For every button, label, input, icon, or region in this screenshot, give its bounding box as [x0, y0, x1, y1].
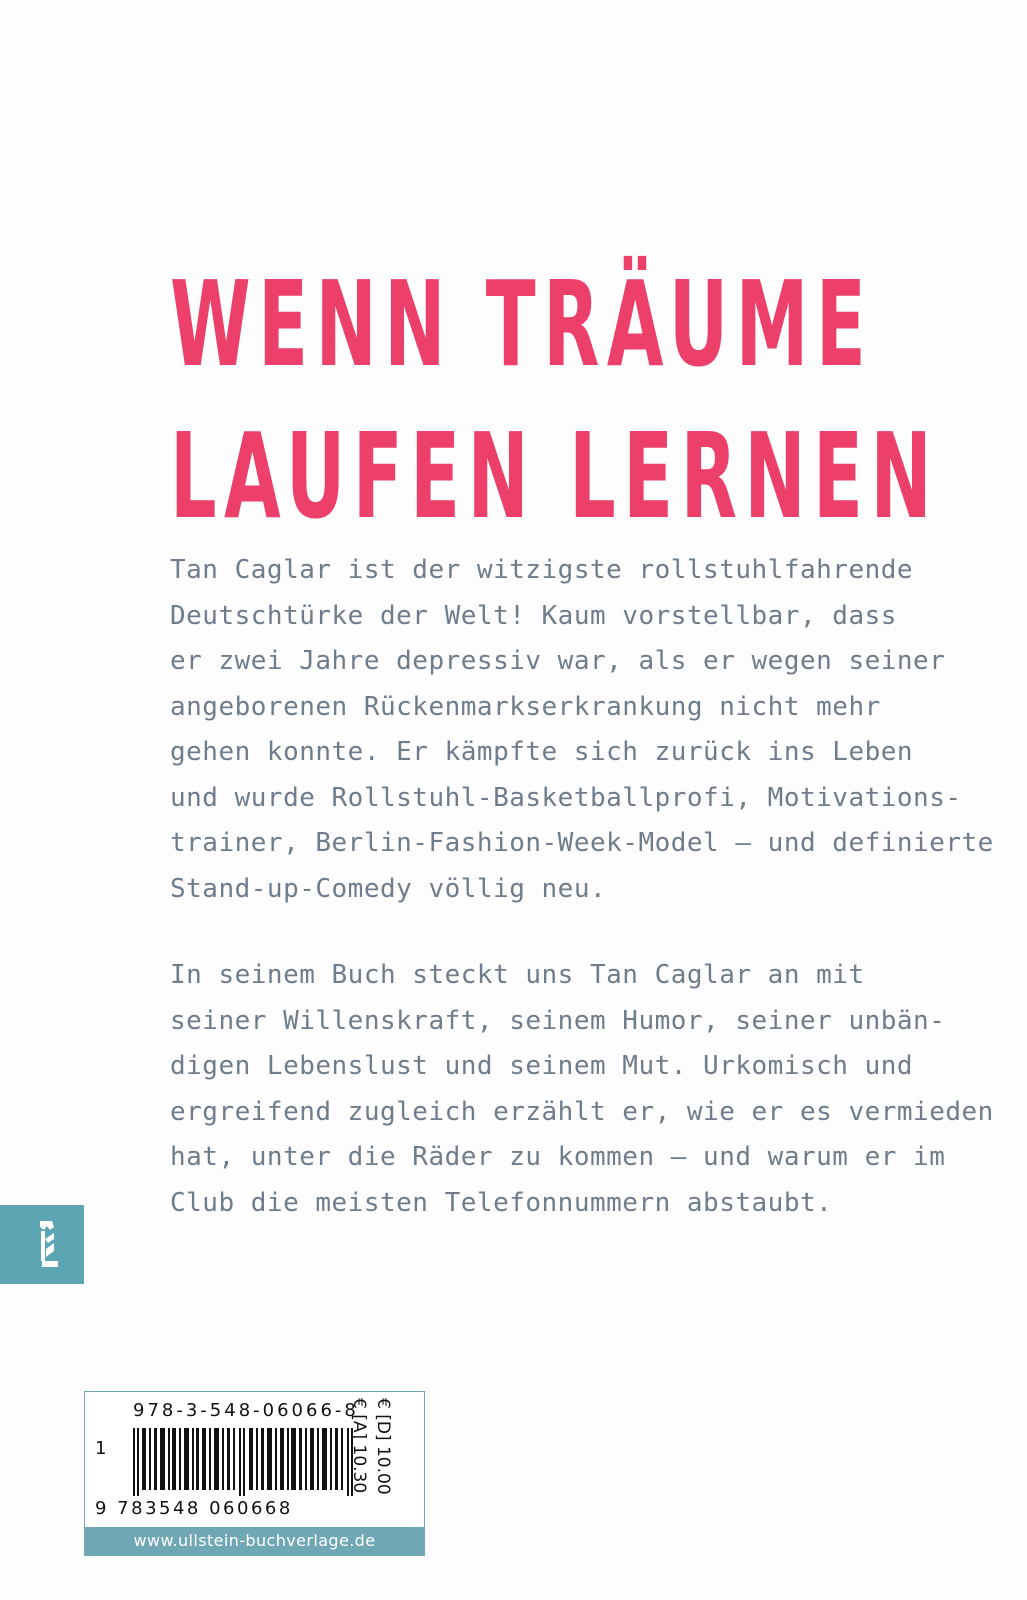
blurb-line: Stand-up-Comedy völlig neu. [170, 873, 607, 904]
blurb-line: und wurde Rollstuhl-Basketballprofi, Motivations- [170, 782, 962, 813]
owl-logo-icon [0, 1205, 84, 1284]
publisher-url: www.ullstein-buchverlage.de [85, 1527, 424, 1555]
blurb-line: seiner Willenskraft, seinem Humor, seiner unbän- [170, 1005, 946, 1036]
barcode-bars [131, 1428, 357, 1496]
blurb-line: Club die meisten Telefonnummern abstaubt. [170, 1187, 833, 1218]
barcode-digits: 9 783548 060668 [95, 1498, 293, 1519]
blurb-paragraph-1 [170, 548, 994, 912]
blurb-line: In seinem Buch steckt uns Tan Caglar an mit [170, 960, 865, 990]
price-austria: € [A] 10.30 [349, 1398, 369, 1494]
blurb-line: angeborenen Rückenmarkserkrankung nicht mehr [170, 691, 881, 722]
blurb-line: hat, unter die Räder zu kommen – und warum er im [170, 1142, 946, 1172]
blurb-line: ergreifend zugleich erzählt er, wie er es vermieden [170, 1096, 994, 1127]
price-germany: € [D] 10.00 [373, 1398, 393, 1495]
blurb-paragraph-2 [170, 953, 994, 1226]
book-title [170, 248, 939, 552]
blurb-line: trainer, Berlin-Fashion-Week-Model – und definierte [170, 828, 994, 858]
title-line-1: WENN TRÄUME [170, 255, 874, 393]
price-info [349, 1398, 395, 1522]
blurb-line: digen Lebenslust und seinem Mut. Urkomisch und [170, 1051, 914, 1081]
blurb-line: Tan Caglar ist der witzigste rollstuhlfahrende [170, 555, 914, 585]
barcode-label [84, 1391, 425, 1556]
title-line-2: LAUFEN LERNEN [170, 407, 940, 545]
blurb-line: er zwei Jahre depressiv war, als er wegen seiner [170, 646, 946, 676]
publisher-logo [0, 1205, 84, 1284]
blurb-line: Deutschtürke der Welt! Kaum vorstellbar, dass [170, 600, 897, 631]
blurb-line: gehen konnte. Er kämpfte sich zurück ins Leben [170, 737, 914, 767]
isbn-number: 978-3-548-06066-8 [133, 1400, 359, 1421]
barcode-prefix: 1 [95, 1438, 107, 1459]
